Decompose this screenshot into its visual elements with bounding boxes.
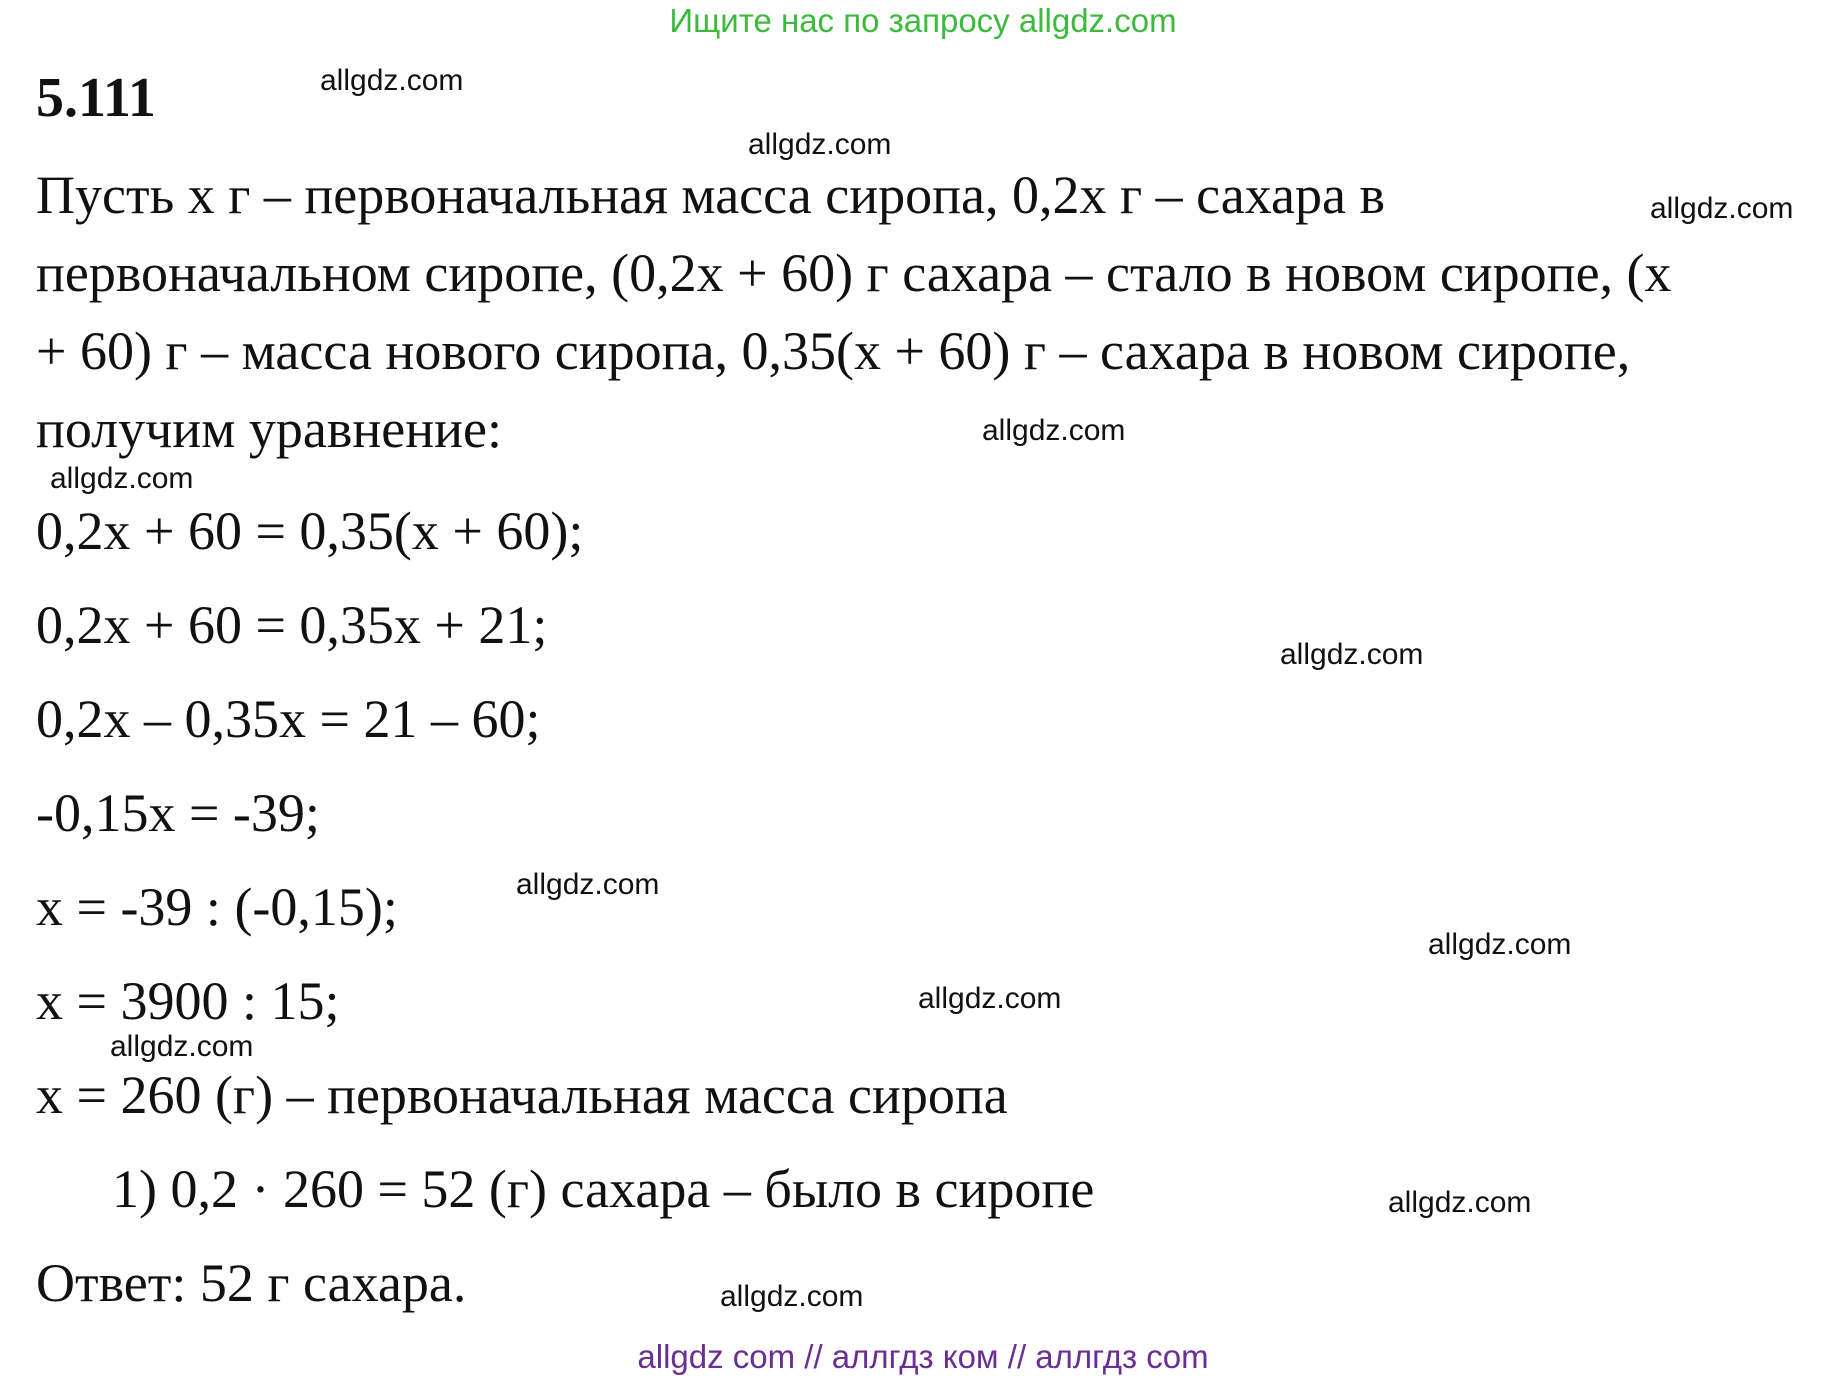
footer-links: allgdz com // аллгдз ком // аллгдз com <box>637 1338 1209 1375</box>
answer-line: Ответ: 52 г сахара. <box>36 1253 467 1313</box>
watermark-text: allgdz.com <box>748 128 892 161</box>
intro-paragraph <box>36 156 1672 468</box>
equation-line: 0,2x + 60 = 0,35(x + 60); <box>36 501 584 561</box>
equation-line: -0,15x = -39; <box>36 783 320 843</box>
equation-line: 0,2x + 60 = 0,35x + 21; <box>36 595 548 655</box>
intro-line: первоначальном сиропе, (0,2x + 60) г сахара – стало в новом сиропе, (x <box>36 243 1672 303</box>
solution-step: 1) 0,2 · 260 = 52 (г) сахара – было в сиропе <box>112 1159 1095 1219</box>
watermark-text: allgdz.com <box>982 414 1126 447</box>
watermark-text: allgdz.com <box>50 462 194 495</box>
equation-line: 0,2x – 0,35x = 21 – 60; <box>36 689 541 749</box>
watermark-text: allgdz.com <box>110 1030 254 1063</box>
watermark-text: allgdz.com <box>320 64 464 97</box>
equation-line: x = 3900 : 15; <box>36 971 340 1031</box>
equation-line: x = 260 (г) – первоначальная масса сиропа <box>36 1065 1008 1125</box>
intro-line: получим уравнение: <box>36 399 502 459</box>
watermark-text: allgdz.com <box>1428 928 1572 961</box>
equation-line: x = -39 : (-0,15); <box>36 877 398 937</box>
watermark-text: allgdz.com <box>1388 1186 1532 1219</box>
watermark-text: allgdz.com <box>516 868 660 901</box>
problem-number: 5.111 <box>36 67 156 129</box>
top-banner: Ищите нас по запросу allgdz.com <box>669 2 1177 39</box>
intro-line: Пусть x г – первоначальная масса сиропа, 0,2x г – сахара в <box>36 165 1385 225</box>
watermark-text: allgdz.com <box>1650 192 1794 225</box>
watermark-text: allgdz.com <box>720 1280 864 1313</box>
intro-line: + 60) г – масса нового сиропа, 0,35(x + 60) г – сахара в новом сиропе, <box>36 321 1631 381</box>
watermark-text: allgdz.com <box>918 982 1062 1015</box>
watermark-text: allgdz.com <box>1280 638 1424 671</box>
